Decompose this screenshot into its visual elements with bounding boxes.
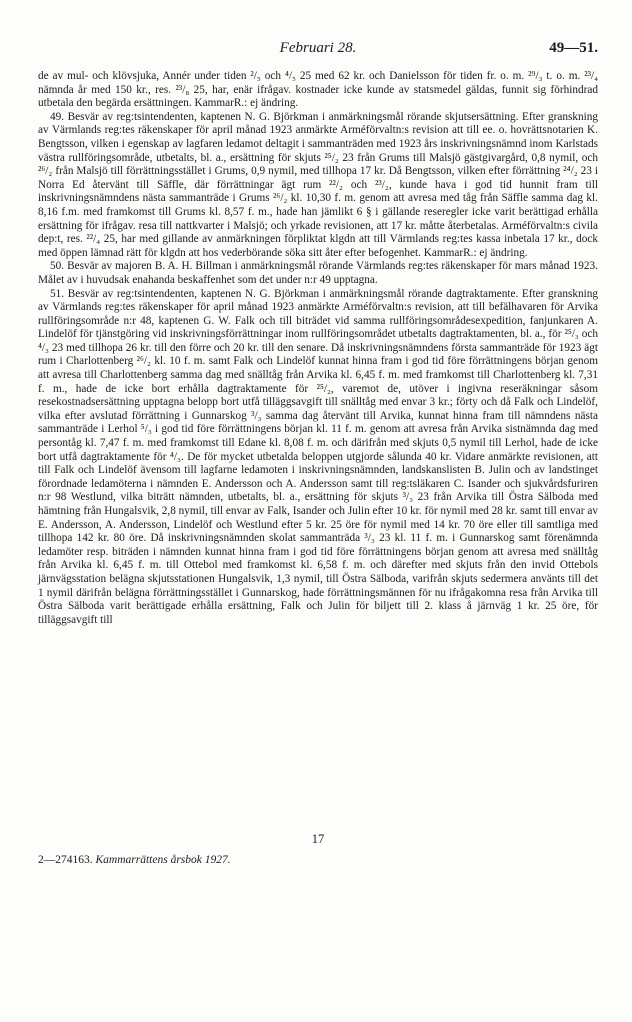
- publication-name: Kammarrättens årsbok 1927.: [95, 854, 231, 866]
- case-range: 49—51.: [549, 40, 598, 56]
- paragraph-case-50: 50. Besvär av majoren B. A. H. Billman i anmärkningsmål rörande Värmlands reg:tes räkenskaper för mars månad 1923. Målet av i huvudsak enahanda beskaffenhet som det under n:r 49 upptagna.: [38, 260, 598, 286]
- paragraph-case-49: 49. Besvär av reg:tsintendenten, kaptenen N. G. Björkman i anmärkningsmål rörande skjutsersättning. Efter granskning av Värmlands reg:tes räkenskaper för april månad 1923 anmärkte Arméförvaltn:s revision att till ee. o. hovrättsnotarien K. Bengtsson, vilken i egenskap av lagfaren ledamot deltagit i sammanträden med 1923 års inskrivningsnämnd inom Karlstads västra rullföringsområde, utbetalts, bl. a., ersättning för skjuts ²⁵/₂ 23 från Grums till Malsjö gästgivargård, 0,8 nymil, och ²⁶/₂ från Malsjö till förrättningsstället i Grums, 0,9 nymil, med tillhopa 17 kr. Då Bengtsson, vilken efter förrättning ²⁴/₂ 23 i Norra Ed återvänt till Säffle, där förrättningar ägt rum ²²/₂ och ²³/₂, kunde hava i god tid hunnit fram till inskrivningsnämndens nästa sammanträde i Grums ²⁶/₂ kl. 10,30 f. m. genom att avresa med tåg från Säffle samma dag kl. 8,16 f.m. med framkomst till Grums kl. 8,57 f. m., hade han jämlikt 6 § i gällande reseregler icke varit berättigad erhålla ersättning för ifrågav. resa till nattkvarter i Malsjö; och yrkade revisionen, att 17 kr. måtte återbetalas. Arméförvaltn:s civila dep:t, res. ²²/₄ 25, har med gillande av anmärkningen förpliktat klgdn att till Värmlands reg:tes kassa inbetala 17 kr., dock med öppen lämnad rätt för klgdn att hos vederbörande söka sitt åter efter befogenhet. KammarR.: ej ändring.: [38, 110, 598, 259]
- page-number: 17: [311, 832, 325, 846]
- print-code: 2—274163.: [38, 854, 93, 866]
- page-header: [38, 36, 598, 60]
- document-page: [38, 36, 598, 866]
- running-title: Februari 28.: [279, 40, 357, 56]
- page-footer: [38, 854, 231, 866]
- paragraph-case-51: 51. Besvär av reg:tsintendenten, kaptenen N. G. Björkman i anmärkningsmål rörande dagtraktamente. Efter granskning av Värmlands reg:tes räkenskaper för april månad 1923 anmärkte Arméförvaltn:s revision, att till befälhavaren för Arvika rullföringsområde n:r 48, kaptenen G. W. Falk och till biträdet vid samma rullföringsområdesexpedition, fanjunkaren A. Lindelöf för tjänstgöring vid inskrivningsförrättningar inom rullföringsområdet utbetalts dagtraktamenten, bl. a., för ²⁵/₃ och ⁴/₃ 23 med tillhopa 26 kr. till den förre och 20 kr. till den senare. Då inskrivningsnämndens första sammanträde för 1923 ägt rum i Charlottenberg ²⁶/₂ kl. 10 f. m. samt Falk och Lindelöf kunnat hinna fram i god tid före förrättningens början genom att avresa till Charlottenberg samma dag med snälltåg från Arvika kl. 6,45 f. m. med framkomst till Charlottenberg kl. 7,31 f. m., hade de icke bort erhålla dagtraktamente för ²⁵/₂, varemot de, utöver i ingivna reseräkningar såsom resekostnadsersättning upptagna belopp bort utfå tilläggsavgift till snälltåg med envar 3 kr.; förty och då Falk och Lindelöf, vilka efter avslutad förrättning i Gunnarskog ³/₃ samma dag återvänt till Arvika, kunnat hinna fram till nämndens nästa sammanträde i Lerhol ⁵/₃ i god tid före förrättningens början kl. 11 f. m. genom att avresa från Arvika sistnämnda dag med persontåg kl. 7,47 f. m. med framkomst till Edane kl. 8,08 f. m. och därifrån med skjuts 0,5 nymil till Lerhol, hade de icke bort utfå dagtraktamente för ⁴/₃. De för mycket utbetalda beloppen utgjorde sålunda 40 kr. Vidare anmärkte revisionen, att till Falk och Lindelöf ävensom till lagfarne ledamoten i inskrivningsnämnden, landskanslisten B. Julin och av landstinget förordnade ledamöterna i nämnden E. Andersson och A. Andersson samt till reg:tsläkaren C. Isander och sjukvårdsfuriren n:r 98 Westlund, vilka biträtt nämnden, utbetalts, bl. a., ersättning för skjuts ³/₃ 23 från Arvika till Östra Sälboda med hämtning från Hungalsvik, 2,8 nymil, till envar av Falk, Isander och Julin efter 10 kr. för nymil med 28 kr. samt till envar av E. Andersson, A. Andersson, Lindelöf och Westlund efter 5 kr. 25 öre för nymil med 14 kr. 70 öre eller till samtliga med tillhopa 142 kr. 80 öre. Då inskrivningsnämnden skolat sammanträda ³/₃ 23 kl. 11 f. m. i Gunnarskog samt förenämnda ledamöter resp. biträden i nämnden kunnat hinna fram i god tid före förrättningens början genom att avresa med snälltåg från Arvika kl. 6,45 f. m. till Ottebol med framkomst kl. 6,58 f. m. och därefter med skjuts från den invid Ottebols järnvägsstation belägna skjutsstationen Hungalsvik, 1,3 nymil, till Östra Sälboda, varifrån skjuts sedermera använts till det 1 nymil därifrån belägna förrättningsstället i Gunnarskog, hade förrättningsmännen för nu ifrågakomna resa från Arvika till Östra Sälboda varit berättigade erhålla ersättning, Falk och Julin för biljett till 2. klass å järnväg 1 kr. 25 öre, för tilläggsavgift till: [38, 287, 598, 626]
- document-body: [38, 70, 598, 627]
- paragraph-continued: de av mul- och klövsjuka, Annér under tiden ²/₅ och ⁴/₅ 25 med 62 kr. och Danielsson för tiden fr. o. m. ²⁹/₃ t. o. m. ²³/₄ nämnda år med 150 kr., res. ²³/₈ 25, har, enär ifrågav. kostnader icke kunde av statsmedel gäldas, funnit sig förhindrad utbetala den begärda ersättningen. KammarR.: ej ändring.: [38, 70, 598, 110]
